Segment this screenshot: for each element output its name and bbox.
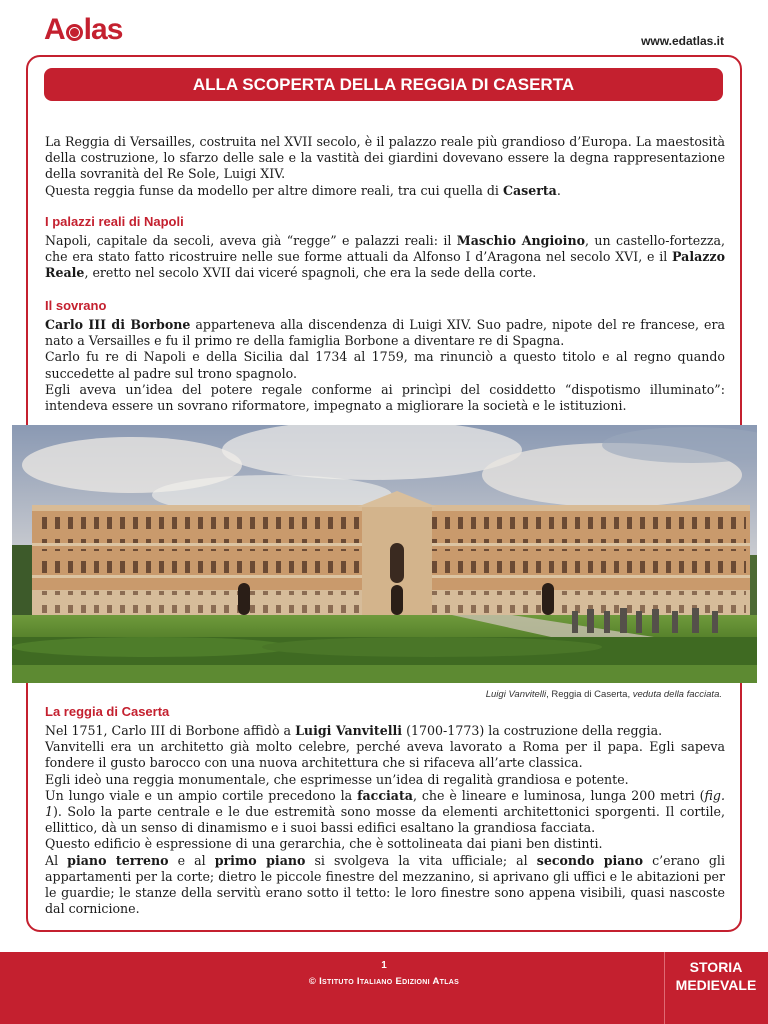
footer-divider (664, 952, 665, 1024)
section-label (672, 958, 760, 994)
intro-section (45, 134, 725, 199)
reggia-paragraph-1: Nel 1751, Carlo III di Borbone affidò a Luigi Vanvitelli (1700-1773) la costruzione della reggia. (45, 723, 663, 738)
logo-text-a: A (44, 13, 65, 46)
page-title: ALLA SCOPERTA DELLA REGGIA DI CASERTA (44, 68, 723, 101)
atlas-logo[interactable] (44, 12, 122, 48)
sovrano-paragraph-2: Carlo fu re di Napoli e della Sicilia dal 1734 al 1759, ma rinunciò a questo titolo e al regno quando succedette al padre sul trono spagnolo. (45, 349, 725, 381)
palazzi-paragraph: Napoli, capitale da secoli, aveva già “regge” e palazzi reali: il Maschio Angioino, un castello-fortezza, che era stato fatto ricostruire nelle sue forme attuali da Alfonso I d’Aragona nel secolo XVI, e il Palazzo Reale, eretto nel secolo XVII dai viceré spagnoli, che era la sede della corte. (45, 233, 726, 281)
site-url[interactable]: www.edatlas.it (641, 34, 724, 48)
section-heading-sovrano: Il sovrano (45, 298, 107, 313)
reggia-photo (12, 425, 757, 683)
copyright-text: © Istituto Italiano Edizioni Atlas (308, 976, 460, 987)
page-footer (0, 952, 768, 1024)
sovrano-section (45, 298, 725, 414)
reggia-paragraph-3: Egli ideò una reggia monumentale, che esprimesse un’idea di regalità grandiosa e potente. (45, 771, 629, 787)
globe-icon (66, 24, 83, 41)
section-label-line-2: MEDIEVALE (675, 977, 757, 993)
reggia-paragraph-5: Questo edificio è espressione di una gerarchia, che è sottolineata dai piani ben distinti. (45, 836, 603, 852)
reggia-section (45, 704, 725, 917)
palazzi-section (45, 214, 725, 282)
page-number: 1 (381, 960, 387, 971)
intro-paragraph: La Reggia di Versailles, costruita nel XVII secolo, è il palazzo reale più grandioso d’Europa. La maestosità della costruzione, lo sfarzo delle sale e la vastità dei giardini dovevano essere la degna rappresentazione della sovranità del Re Sole, Luigi XIV. (45, 134, 725, 182)
sovrano-paragraph-3: Egli aveva un’idea del potere regale conforme ai princìpi del cosiddetto “dispotismo illuminato”: intendeva essere un sovrano riformatore, impegnato a migliorare la società e le istituzioni. (45, 381, 725, 414)
reggia-paragraph-6: Al piano terreno e al primo piano si svolgeva la vita ufficiale; al secondo piano c’erano gli appartamenti per la corte; dietro le piccole finestre del mezzanino, si aprivano gli uffici e le abitazioni per le guardie; le stanze della servitù erano sotto il tetto: le loro finestre sono appena visibili, quasi nascoste dal cornicione. (45, 852, 725, 917)
intro-paragraph-2: Questa reggia funse da modello per altre dimore reali, tra cui quella di Caserta. (45, 182, 561, 198)
sovrano-paragraph-1: Carlo III di Borbone apparteneva alla discendenza di Luigi XIV. Suo padre, nipote del re francese, era nato a Versailles e fu il primo re della famiglia Borbone a diventare re di Spagna. (45, 317, 725, 349)
reggia-paragraph-4: Un lungo viale e un ampio cortile precedono la facciata, che è lineare e luminosa, lunga 200 metri (fig. 1). Solo la parte centrale e le due estremità sono mosse da elementi architettonici sporgenti. Il cortile, ellittico, dà un senso di dinamismo e i suoi bassi edifici esaltano la grandiosa facciata. (45, 787, 725, 836)
section-heading-reggia: La reggia di Caserta (45, 704, 170, 719)
logo-text-b: las (83, 13, 123, 46)
section-heading-palazzi: I palazzi reali di Napoli (45, 214, 184, 229)
section-label-line-1: STORIA (689, 959, 743, 975)
reggia-paragraph-2: Vanvitelli era un architetto già molto celebre, perché aveva lavorato a Roma per il papa. Egli sapeva fondere il gusto barocco con una nuova architettura che si rifaceva all’arte classica. (45, 739, 725, 771)
photo-caption: Luigi Vanvitelli, Reggia di Caserta, veduta della facciata. (485, 689, 722, 700)
